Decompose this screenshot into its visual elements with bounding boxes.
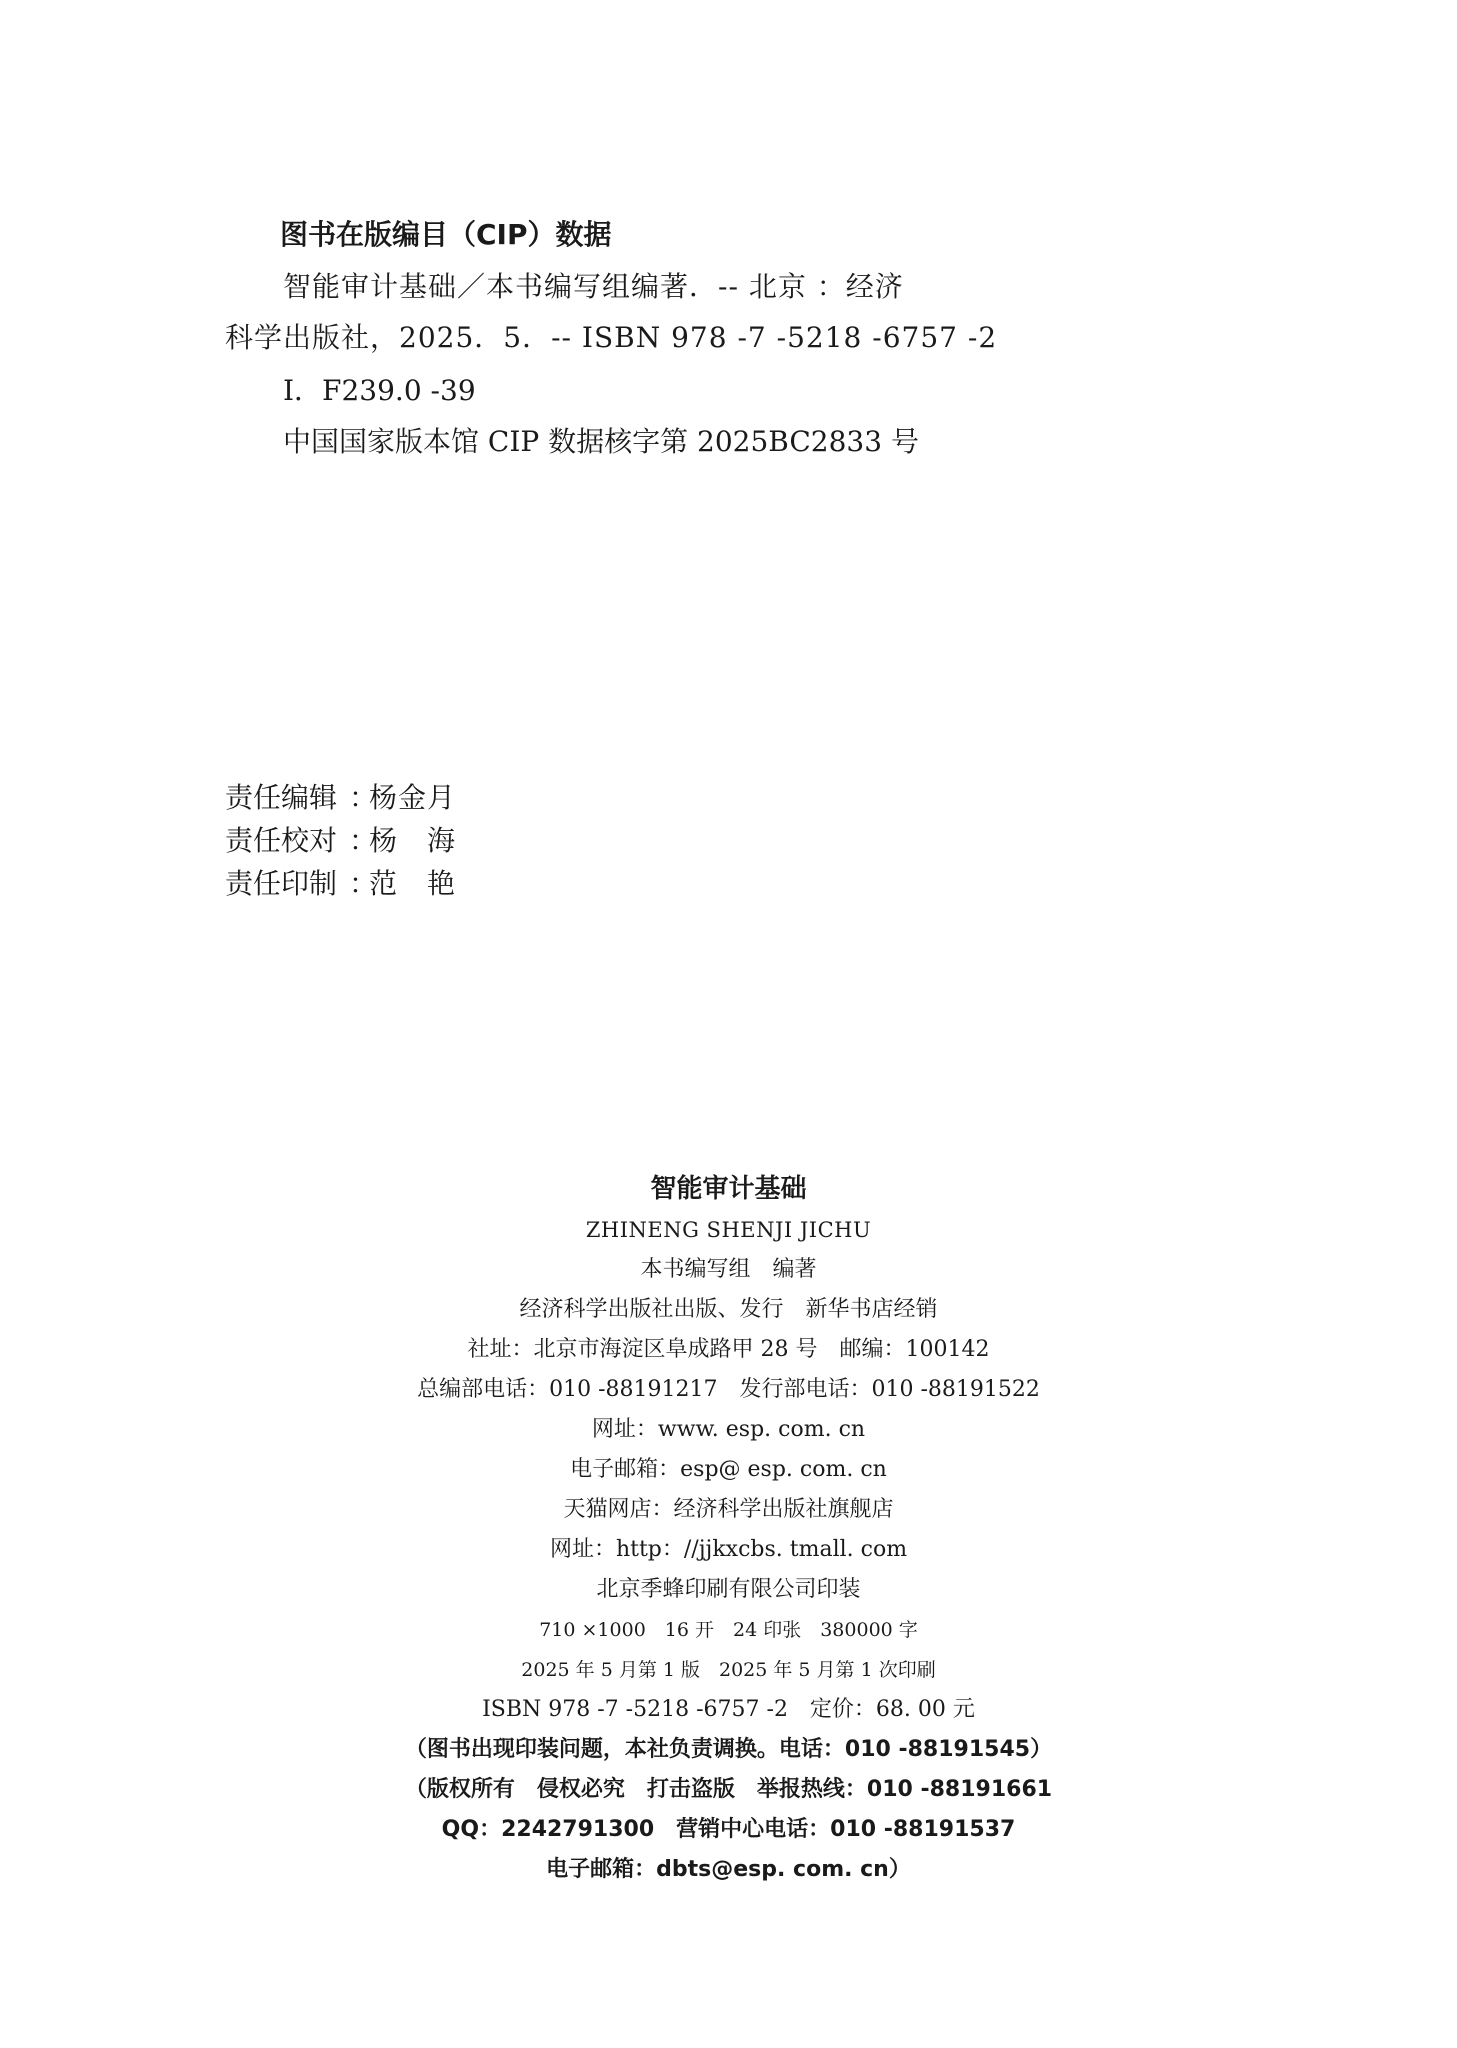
responsibility-row-editor bbox=[225, 776, 456, 819]
notice-line-4: 电子邮箱：dbts@esp. com. cn） bbox=[546, 1857, 911, 1882]
person-name: 范 艳 bbox=[369, 867, 457, 900]
notice-line-2: （版权所有 侵权必究 打击盗版 举报热线：010 -88191661 bbox=[404, 1777, 1053, 1802]
role-colon: ： bbox=[349, 781, 378, 814]
person-name: 杨 海 bbox=[369, 824, 457, 857]
role-label: 责任校对 bbox=[225, 824, 338, 857]
specs-line: 710 ×1000 16 开 24 印张 380000 字 bbox=[539, 1619, 918, 1641]
isbn-price-line: ISBN 978 -7 -5218 -6757 -2 定价：68. 00 元 bbox=[482, 1697, 975, 1722]
colophon bbox=[0, 1168, 1457, 1890]
website-line: 网址：www. esp. com. cn bbox=[591, 1417, 866, 1442]
person-name: 杨金月 bbox=[369, 781, 457, 814]
responsibility-row-proofreader bbox=[225, 819, 456, 862]
cip-line-1: 智能审计基础／本书编写组编著．-- 北京 ：经济 bbox=[283, 270, 904, 303]
responsibility-row-printing bbox=[225, 862, 456, 905]
phones-line: 总编部电话：010 -88191217 发行部电话：010 -88191522 bbox=[417, 1377, 1040, 1402]
edition-line: 2025 年 5 月第 1 版 2025 年 5 月第 1 次印刷 bbox=[521, 1659, 936, 1681]
role-label: 责任印制 bbox=[225, 867, 338, 900]
cip-heading: 图书在版编目（CIP）数据 bbox=[280, 218, 612, 251]
cip-line-4: 中国国家版本馆 CIP 数据核字第 2025BC2833 号 bbox=[283, 425, 919, 458]
email-line: 电子邮箱：esp@ esp. com. cn bbox=[570, 1457, 887, 1482]
publisher-line: 经济科学出版社出版、发行 新华书店经销 bbox=[519, 1297, 938, 1322]
role-colon: ： bbox=[349, 867, 378, 900]
author-line: 本书编写组 编著 bbox=[640, 1257, 817, 1282]
tmall-store-line: 天猫网店：经济科学出版社旗舰店 bbox=[563, 1497, 894, 1522]
responsibility-block bbox=[225, 776, 456, 905]
role-label: 责任编辑 bbox=[225, 781, 338, 814]
address-line: 社址：北京市海淀区阜成路甲 28 号 邮编：100142 bbox=[467, 1337, 990, 1362]
cip-line-3: Ⅰ．F239.0 -39 bbox=[283, 374, 476, 407]
printer-line: 北京季蜂印刷有限公司印装 bbox=[596, 1577, 861, 1602]
notice-line-3: QQ：2242791300 营销中心电话：010 -88191537 bbox=[441, 1817, 1016, 1842]
notice-line-1: （图书出现印装问题，本社负责调换。电话：010 -88191545） bbox=[404, 1737, 1053, 1762]
book-title-pinyin: ZHINENG SHENJI JICHU bbox=[585, 1218, 872, 1242]
role-colon: ： bbox=[349, 824, 378, 857]
cip-line-2: 科学出版社，2025．5．-- ISBN 978 -7 -5218 -6757 -2 bbox=[225, 321, 998, 354]
book-title: 智能审计基础 bbox=[650, 1174, 807, 1204]
tmall-url-line: 网址：http：//jjkxcbs. tmall. com bbox=[549, 1537, 908, 1562]
